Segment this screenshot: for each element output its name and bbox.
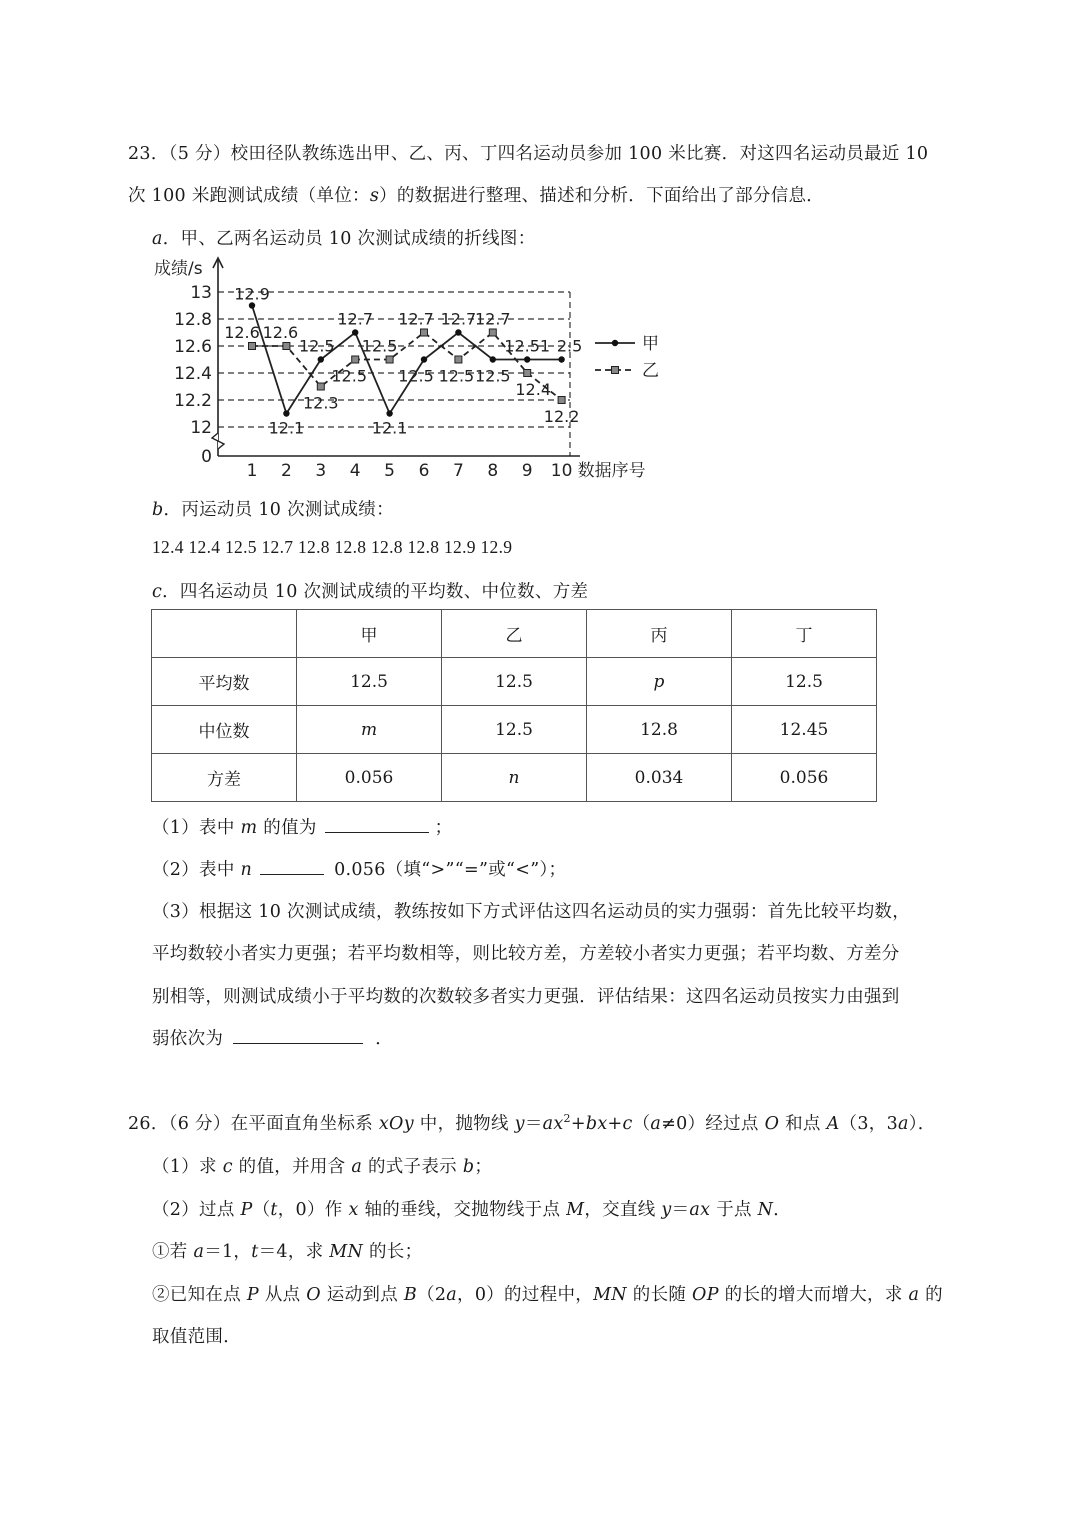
q26-c2-text: 的长的增大而增大，求 (718, 1285, 909, 1305)
data-point (249, 343, 256, 350)
table-cell-var: n (442, 754, 587, 802)
data-point (489, 329, 496, 336)
q23-intro-line2-a: 次 100 米跑测试成绩（单位： (128, 186, 370, 206)
point-label: 12.5 (298, 336, 335, 356)
q26-c2-var: a (446, 1285, 458, 1305)
point-label: 12.7 (398, 309, 434, 329)
answer-blank-2[interactable] (260, 858, 324, 875)
q26-eq: c (622, 1114, 633, 1134)
answer-blank-3[interactable] (233, 1027, 363, 1044)
q26-c2-text: ②已知在点 (152, 1285, 247, 1305)
point-label: 12.1 (268, 418, 305, 438)
q26-s2-var: M (566, 1200, 585, 1220)
q26-c2-text: ，0）的过程中， (457, 1285, 594, 1305)
data-point (558, 397, 565, 404)
q26-var: a (650, 1114, 662, 1134)
q26-eq: y (514, 1114, 525, 1134)
q26-s1-text: 的值，并用含 (232, 1157, 352, 1177)
x-tick-label: 10 (550, 461, 573, 481)
q26-case1 (152, 1238, 422, 1263)
table-cell: 12.5 (732, 658, 877, 706)
x-tick-label: 7 (452, 461, 464, 481)
q26-s1-var: b (462, 1157, 475, 1177)
data-point (558, 356, 564, 362)
part-b-text: ．丙运动员 10 次测试成绩： (163, 500, 394, 520)
x-tick-label: 9 (521, 461, 533, 481)
data-point (421, 356, 427, 362)
point-label: 12.7 (337, 309, 374, 329)
data-point (283, 343, 290, 350)
q26-s2-var: P (240, 1200, 253, 1220)
q26-intro-line1 (128, 1110, 936, 1135)
point-label: 2.5 (556, 336, 583, 356)
x-tick-label: 5 (384, 461, 396, 481)
stats-table (151, 609, 877, 802)
sub2-var: n (240, 860, 253, 880)
part-a-letter: a (152, 229, 163, 249)
table-row-label: 平均数 (152, 658, 297, 706)
q26-eq: ＝ (524, 1114, 543, 1134)
q23-unit-var: s (369, 186, 380, 206)
q23-sub3-line2: 平均数较小者实力更强；若平均数相等，则比较方差，方差较小者实力更强；若平均数、方差分 (152, 944, 900, 964)
data-point (524, 370, 531, 377)
table-header-yi: 乙 (442, 610, 587, 658)
point-label: 12.5 (474, 366, 511, 386)
data-point (490, 356, 496, 362)
table-header-row (152, 610, 877, 658)
x-tick-label: 8 (487, 461, 499, 481)
q26-s2-text: （ (252, 1200, 271, 1220)
table-row-variance (152, 754, 877, 802)
sub1-var: m (240, 818, 258, 838)
q26-text: （3，3 (839, 1114, 898, 1134)
q26-s2-text: ＝ (671, 1200, 690, 1220)
q26-text: 26．（6 分）在平面直角坐标系 (128, 1114, 379, 1134)
q26-s2-text: （2）过点 (152, 1200, 241, 1220)
part-c-text: ．四名运动员 10 次测试成绩的平均数、中位数、方差 (162, 582, 589, 602)
data-point (386, 410, 392, 416)
q26-eq: bx (585, 1114, 608, 1134)
q26-c2-text: 从点 (258, 1285, 307, 1305)
y-tick-label: 12.6 (174, 337, 212, 357)
table-cell: 12.45 (732, 706, 877, 754)
table-cell: 12.5 (297, 658, 442, 706)
q26-c1-var: MN (329, 1242, 364, 1262)
q23-part-b-heading (152, 496, 394, 521)
table-row-mean (152, 658, 877, 706)
sub1-end: ； (434, 818, 453, 838)
q26-xoy: xOy (378, 1114, 414, 1134)
bing-scores: 12.4 12.4 12.5 12.7 12.8 12.8 12.8 12.8 12.9 12.9 (152, 537, 513, 557)
y-tick-label: 12.8 (174, 310, 212, 330)
q26-s2-text: ，交直线 (584, 1200, 662, 1220)
q26-sub1 (152, 1153, 492, 1178)
point-label: 12.6 (224, 323, 260, 342)
part-a-text: ．甲、乙两名运动员 10 次测试成绩的折线图： (162, 229, 536, 249)
table-cell-var: m (297, 706, 442, 754)
q23-intro-line2 (128, 182, 824, 207)
part-c-letter: c (152, 582, 163, 602)
chart-legend (595, 334, 659, 381)
table-row-median (152, 706, 877, 754)
q26-c1-text: 的长； (363, 1242, 423, 1262)
y-tick-label: 12.2 (174, 391, 212, 411)
q26-eq: ax (542, 1114, 564, 1134)
sub1-text: （1）表中 (152, 818, 241, 838)
data-point (455, 356, 462, 363)
table-header-jia: 甲 (297, 610, 442, 658)
q26-s1-text: 的式子表示 (362, 1157, 463, 1177)
y-tick-label: 12.4 (174, 364, 212, 384)
q26-text: ）． (908, 1114, 936, 1134)
sub1-text-b: 的值为 (257, 818, 317, 838)
y-tick-label: 0 (201, 447, 212, 467)
q23-intro-line1: 23．（5 分）校田径队教练选出甲、乙、丙、丁四名运动员参加 100 米比赛．对这四名运动员最近 10 (128, 144, 929, 164)
q26-var: A (826, 1114, 840, 1134)
axis-break (212, 433, 224, 449)
sub3-end: ． (375, 1029, 394, 1049)
legend-label: 乙 (642, 361, 659, 381)
q26-s2-text: 轴的垂线，交抛物线于点 (358, 1200, 567, 1220)
q26-eq: + (570, 1114, 586, 1134)
data-point (524, 356, 530, 362)
point-label: 12.7 (440, 309, 477, 329)
data-point (318, 356, 324, 362)
q23-sub1 (152, 814, 452, 839)
q23-sub3-line4 (152, 1025, 393, 1050)
q26-c2-text: 的长随 (626, 1285, 693, 1305)
q26-c2-var: O (306, 1285, 321, 1305)
q26-case2-line1 (152, 1281, 943, 1306)
q26-text: ≠0）经过点 (661, 1114, 765, 1134)
table-row-label: 方差 (152, 754, 297, 802)
legend-marker (612, 367, 619, 374)
q26-c2-var: OP (692, 1285, 719, 1305)
sub2-text: （2）表中 (152, 860, 241, 880)
q26-s1-text: ； (474, 1157, 493, 1177)
table-cell: 0.056 (732, 754, 877, 802)
data-point (352, 356, 359, 363)
q26-sub2 (152, 1196, 791, 1221)
q26-c2-var: a (908, 1285, 920, 1305)
q26-c1-var: t (251, 1242, 259, 1262)
q26-text: 和点 (779, 1114, 827, 1134)
table-header-ding: 丁 (732, 610, 877, 658)
sub3-text: 弱依次为 (152, 1029, 224, 1049)
x-tick-label: 1 (246, 461, 258, 481)
q26-c2-text: 的 (919, 1285, 943, 1305)
answer-blank-1[interactable] (325, 816, 429, 833)
q26-c1-text: ＝4，求 (258, 1242, 330, 1262)
point-label: 12.3 (302, 393, 339, 413)
table-header-bing: 丙 (587, 610, 732, 658)
part-b-letter: b (152, 500, 164, 520)
q26-s1-text: （1）求 (152, 1157, 223, 1177)
q26-text: （ (632, 1114, 651, 1134)
q26-c2-var: P (246, 1285, 259, 1305)
y-tick-label: 13 (190, 283, 212, 303)
q26-s2-text: ，0）作 (277, 1200, 349, 1220)
q26-s2-var: t (270, 1200, 278, 1220)
q26-c1-text: ＝1， (204, 1242, 252, 1262)
data-point (455, 329, 461, 335)
data-point (283, 410, 289, 416)
q23-part-c-heading (152, 578, 588, 603)
point-label: 12.1 (371, 418, 408, 438)
point-label: 12.5 (438, 366, 475, 386)
x-tick-label: 2 (280, 461, 292, 481)
q26-s2-text: ． (773, 1200, 792, 1220)
q23-intro-line2-b: ）的数据进行整理、描述和分析．下面给出了部分信息． (379, 186, 825, 206)
data-point (421, 329, 428, 336)
sub2-text-b: 0.056（填“>”“=”或“<”）； (334, 860, 567, 880)
q26-s1-var: a (351, 1157, 363, 1177)
q26-c2-var: MN (593, 1285, 627, 1305)
table-cell: 12.8 (587, 706, 732, 754)
data-point (317, 383, 324, 390)
point-label: 12.6 (262, 323, 299, 342)
x-axis-title: 数据序号 (577, 461, 646, 481)
q26-eq: + (607, 1114, 623, 1134)
q26-eq-sup: 2 (563, 1112, 571, 1126)
q26-c2-text: （2 (417, 1285, 447, 1305)
table-cell: 12.5 (442, 706, 587, 754)
q26-s2-var: ax (689, 1200, 711, 1220)
legend-marker (612, 340, 618, 346)
y-axis-title: 成绩/s (154, 259, 203, 279)
q26-c2-text: 运动到点 (320, 1285, 404, 1305)
q26-s2-var: N (757, 1200, 774, 1220)
point-label: 12.5 (361, 336, 398, 356)
q23-sub3-line3: 别相等，则测试成绩小于平均数的次数较多者实力更强．评估结果：这四名运动员按实力由强到 (152, 987, 900, 1007)
legend-label: 甲 (642, 334, 659, 354)
table-cell: 12.5 (442, 658, 587, 706)
line-chart (150, 252, 670, 487)
point-label: 12.2 (543, 407, 580, 426)
point-label: 12.5 (398, 366, 434, 386)
q26-var: O (764, 1114, 780, 1134)
y-tick-label: 12 (190, 418, 212, 438)
q26-s1-var: c (222, 1157, 233, 1177)
table-cell: 0.056 (297, 754, 442, 802)
q23-sub3-line1: （3）根据这 10 次测试成绩，教练按如下方式评估这四名运动员的实力强弱：首先比较平均数， (152, 902, 911, 922)
q26-var: a (898, 1114, 909, 1134)
q26-s2-text: 于点 (710, 1200, 758, 1220)
x-tick-label: 4 (349, 461, 361, 481)
q26-c2-var: B (403, 1285, 418, 1305)
q26-c1-text: ①若 (152, 1242, 194, 1262)
table-row-label: 中位数 (152, 706, 297, 754)
x-tick-label: 3 (315, 461, 327, 481)
point-label: 12.5 (331, 366, 368, 386)
q26-s2-var: x (348, 1200, 359, 1220)
point-label: 12.7 (474, 309, 511, 329)
q26-s2-var: y (661, 1200, 672, 1220)
point-label: 12.9 (234, 284, 270, 304)
point-label: 12.51 (504, 336, 551, 356)
table-cell (152, 610, 297, 658)
q23-part-a-heading (152, 225, 536, 250)
point-label: 12.4 (515, 380, 552, 399)
data-point (352, 329, 358, 335)
x-tick-label: 6 (418, 461, 430, 481)
q26-case2-line2: 取值范围． (152, 1327, 241, 1347)
table-cell: 0.034 (587, 754, 732, 802)
data-point (386, 356, 393, 363)
q26-c1-var: a (193, 1242, 205, 1262)
q26-text: 中，抛物线 (413, 1114, 515, 1134)
q23-sub2 (152, 856, 566, 881)
table-cell-var: p (587, 658, 732, 706)
